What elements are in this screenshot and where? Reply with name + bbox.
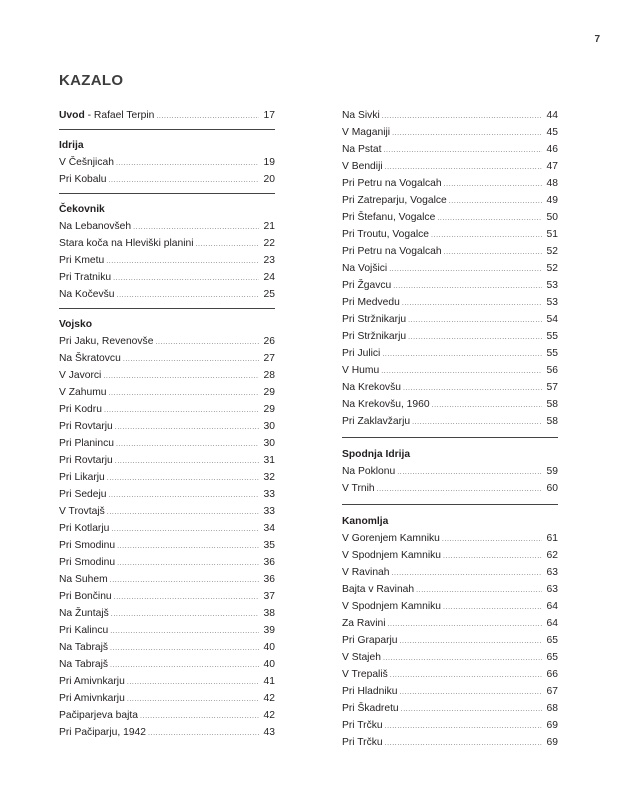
dot-leader xyxy=(107,504,259,521)
toc-entry-page: 46 xyxy=(546,144,558,155)
toc-entry[interactable] xyxy=(59,435,275,452)
dot-leader xyxy=(412,414,542,431)
toc-entry-name: V Trepališ xyxy=(342,669,388,680)
toc-entry-name: Pri Jaku, Revenovše xyxy=(59,336,154,347)
dot-leader xyxy=(155,334,259,351)
toc-entry-name: Na Krekovšu, 1960 xyxy=(342,399,430,410)
toc-entry-page: 53 xyxy=(546,280,558,291)
dot-leader xyxy=(401,701,542,718)
dot-leader xyxy=(114,589,259,606)
toc-entry-name: V Spodnjem Kamniku xyxy=(342,601,442,612)
toc-entry-name: V Zahumu xyxy=(59,387,107,398)
dot-leader xyxy=(116,155,259,172)
dot-leader xyxy=(400,633,542,650)
toc-entry[interactable] xyxy=(59,350,275,367)
toc-entry[interactable] xyxy=(59,673,275,690)
dot-leader xyxy=(416,582,542,599)
toc-entry[interactable] xyxy=(342,226,558,243)
toc-entry-name: Pri Kodru xyxy=(59,404,102,415)
dot-leader xyxy=(133,219,259,236)
dot-leader xyxy=(107,470,259,487)
toc-entry[interactable] xyxy=(342,124,558,141)
dot-leader xyxy=(109,172,259,189)
dot-leader xyxy=(111,606,259,623)
toc-entry-page: 54 xyxy=(546,314,558,325)
toc-entry[interactable] xyxy=(59,588,275,605)
intro-label: Uvod xyxy=(59,110,85,121)
dot-leader xyxy=(110,640,259,657)
toc-entry-name: Pri Trčku xyxy=(342,737,383,748)
right-sections xyxy=(342,107,558,751)
dot-leader xyxy=(442,531,542,548)
section-heading-spodnja-idrija: Spodnja Idrija xyxy=(342,449,411,460)
dot-leader xyxy=(385,159,542,176)
toc-entry-name: Pri Zatreparju, Vogalce xyxy=(342,195,447,206)
page-number: 7 xyxy=(594,34,600,45)
toc-entry-page: 24 xyxy=(263,272,275,283)
dot-leader xyxy=(127,674,259,691)
toc-entry-page: 67 xyxy=(546,686,558,697)
toc-entry-intro[interactable] xyxy=(59,107,275,124)
toc-entry-page: 58 xyxy=(546,399,558,410)
dot-leader xyxy=(392,565,542,582)
toc-entry[interactable] xyxy=(342,700,558,717)
toc-entry-name: Pri Škadretu xyxy=(342,703,399,714)
dot-leader xyxy=(115,419,259,436)
toc-entry-name xyxy=(59,107,154,124)
toc-entry-page: 31 xyxy=(263,455,275,466)
toc-entry-name: V Humu xyxy=(342,365,380,376)
toc-entry-name: Pri Trčku xyxy=(342,720,383,731)
dot-leader xyxy=(106,253,259,270)
toc-entry[interactable] xyxy=(342,717,558,734)
toc-entry[interactable] xyxy=(59,171,275,188)
dot-leader xyxy=(148,725,259,742)
toc-entry[interactable] xyxy=(342,649,558,666)
toc-entry-name: Pri Bončinu xyxy=(59,591,112,602)
toc-entry-page: 59 xyxy=(546,466,558,477)
toc-entry[interactable] xyxy=(342,683,558,700)
toc-entry[interactable] xyxy=(59,154,275,171)
dot-leader xyxy=(123,351,259,368)
toc-entry-name: Na Tabrajš xyxy=(59,659,109,670)
toc-entry-page: 65 xyxy=(546,652,558,663)
dot-leader xyxy=(104,402,259,419)
toc-entry[interactable] xyxy=(342,463,558,480)
toc-entry[interactable] xyxy=(59,554,275,571)
toc-entry-name: V Gorenjem Kamniku xyxy=(342,533,440,544)
section-divider xyxy=(342,437,558,438)
dot-leader xyxy=(110,657,259,674)
toc-entry-page: 32 xyxy=(263,472,275,483)
toc-entry-name: Na Poklonu xyxy=(342,466,396,477)
toc-entry[interactable] xyxy=(342,530,558,547)
toc-entry[interactable] xyxy=(342,547,558,564)
toc-entry[interactable] xyxy=(342,615,558,632)
toc-entry-page: 47 xyxy=(546,161,558,172)
toc-entry-name: Pri Likarju xyxy=(59,472,105,483)
toc-entry-page: 42 xyxy=(263,710,275,721)
toc-entry[interactable] xyxy=(342,277,558,294)
section-heading-cekovnik: Čekovnik xyxy=(59,204,105,215)
toc-entry[interactable] xyxy=(59,333,275,350)
dot-leader xyxy=(110,572,259,589)
dot-leader xyxy=(117,538,259,555)
dot-leader xyxy=(389,261,542,278)
toc-entry-page: 26 xyxy=(263,336,275,347)
toc-entry[interactable] xyxy=(342,175,558,192)
dot-leader xyxy=(408,312,542,329)
toc-entry[interactable] xyxy=(59,639,275,656)
toc-entry-page: 55 xyxy=(546,331,558,342)
toc-entry-name: Stara koča na Hleviški planini xyxy=(59,238,194,249)
dot-leader xyxy=(115,453,259,470)
dot-leader xyxy=(437,210,542,227)
toc-entry[interactable] xyxy=(342,632,558,649)
toc-entry[interactable] xyxy=(59,252,275,269)
dot-leader xyxy=(103,368,259,385)
toc-entry-page: 30 xyxy=(263,438,275,449)
toc-entry-page: 17 xyxy=(263,110,275,121)
toc-entry-name: Na Tabrajš xyxy=(59,642,109,653)
toc-entry-name: V Stajeh xyxy=(342,652,381,663)
toc-entry[interactable] xyxy=(342,107,558,124)
toc-entry[interactable] xyxy=(342,209,558,226)
dot-leader xyxy=(116,436,259,453)
toc-entry-name: Pri Pačiparju, 1942 xyxy=(59,727,147,738)
dot-leader xyxy=(444,176,542,193)
section-divider xyxy=(59,308,275,309)
toc-entry[interactable] xyxy=(342,243,558,260)
toc-entry-name: Pri Žgavcu xyxy=(342,280,392,291)
toc-right-column xyxy=(342,107,558,751)
section-heading-idrija: Idrija xyxy=(59,140,84,151)
toc-entry-name: Pri Graparju xyxy=(342,635,398,646)
toc-entry[interactable] xyxy=(342,581,558,598)
toc-entry-name: Pri Kmetu xyxy=(59,255,105,266)
toc-entry-page: 55 xyxy=(546,348,558,359)
toc-entry[interactable] xyxy=(59,286,275,303)
toc-entry-page: 22 xyxy=(263,238,275,249)
toc-entry-name: Pri Štefanu, Vogalce xyxy=(342,212,436,223)
dot-leader xyxy=(388,616,543,633)
toc-entry-page: 51 xyxy=(546,229,558,240)
toc-entry-page: 63 xyxy=(546,584,558,595)
toc-entry-page: 63 xyxy=(546,567,558,578)
toc-entry-name: Pri Stržnikarju xyxy=(342,314,407,325)
toc-entry-name: Na Krekovšu xyxy=(342,382,401,393)
toc-entry-page: 69 xyxy=(546,720,558,731)
toc-entry[interactable] xyxy=(342,311,558,328)
dot-leader xyxy=(449,193,542,210)
toc-entry-name: Pri Smodinu xyxy=(59,540,116,551)
dot-leader xyxy=(432,397,542,414)
toc-entry-page: 65 xyxy=(546,635,558,646)
toc-entry-page: 33 xyxy=(263,506,275,517)
toc-entry-name: Na Vojšici xyxy=(342,263,388,274)
toc-entry-page: 29 xyxy=(263,404,275,415)
toc-entry-name: Pačiparjeva bajta xyxy=(59,710,138,721)
toc-entry[interactable] xyxy=(59,724,275,741)
toc-entry-name: Pri Troutu, Vogalce xyxy=(342,229,430,240)
toc-entry-page: 29 xyxy=(263,387,275,398)
toc-entry-name: Pri Sedeju xyxy=(59,489,107,500)
toc-entry-name: Pri Kotlarju xyxy=(59,523,110,534)
toc-entry-page: 61 xyxy=(546,533,558,544)
dot-leader xyxy=(390,667,542,684)
toc-entry-page: 52 xyxy=(546,246,558,257)
toc-entry-name: V Trnih xyxy=(342,483,375,494)
toc-entry-page: 27 xyxy=(263,353,275,364)
toc-entry-page: 33 xyxy=(263,489,275,500)
toc-entry-name: Pri Petru na Vogalcah xyxy=(342,246,442,257)
toc-entry[interactable] xyxy=(59,622,275,639)
toc-entry-page: 34 xyxy=(263,523,275,534)
toc-entry[interactable] xyxy=(342,158,558,175)
toc-entry-page: 69 xyxy=(546,737,558,748)
toc-entry-page: 68 xyxy=(546,703,558,714)
toc-entry-page: 66 xyxy=(546,669,558,680)
dot-leader xyxy=(382,346,542,363)
toc-entry-page: 36 xyxy=(263,574,275,585)
dot-leader xyxy=(140,708,259,725)
toc-entry-name: V Trovtajš xyxy=(59,506,105,517)
toc-entry-name: Pri Petru na Vogalcah xyxy=(342,178,442,189)
dot-leader xyxy=(400,684,542,701)
toc-entry-name: V Ravinah xyxy=(342,567,390,578)
toc-entry-name: V Češnjicah xyxy=(59,157,114,168)
toc-entry[interactable] xyxy=(59,707,275,724)
toc-entry-page: 48 xyxy=(546,178,558,189)
toc-entry[interactable] xyxy=(342,598,558,615)
toc-entry-page: 52 xyxy=(546,263,558,274)
toc-entry-name: Pri Medvedu xyxy=(342,297,400,308)
toc-entry-name: Pri Amivnkarju xyxy=(59,693,125,704)
toc-entry-page: 49 xyxy=(546,195,558,206)
toc-entry-page: 56 xyxy=(546,365,558,376)
toc-entry-page: 35 xyxy=(263,540,275,551)
toc-entry[interactable] xyxy=(342,564,558,581)
dot-leader xyxy=(109,385,259,402)
section-divider xyxy=(342,504,558,505)
toc-entry-page: 37 xyxy=(263,591,275,602)
toc-entry-page: 28 xyxy=(263,370,275,381)
toc-entry[interactable] xyxy=(59,690,275,707)
section-heading-vojsko: Vojsko xyxy=(59,319,92,330)
toc-entry-name: Pri Planincu xyxy=(59,438,114,449)
toc-entry[interactable] xyxy=(59,605,275,622)
toc-entry-page: 41 xyxy=(263,676,275,687)
page-title: KAZALO xyxy=(59,72,124,89)
dot-leader xyxy=(196,236,260,253)
toc-entry-page: 36 xyxy=(263,557,275,568)
toc-entry-page: 58 xyxy=(546,416,558,427)
dot-leader xyxy=(381,363,542,380)
toc-entry-page: 44 xyxy=(546,110,558,121)
toc-entry-page: 62 xyxy=(546,550,558,561)
toc-entry-page: 53 xyxy=(546,297,558,308)
toc-entry[interactable] xyxy=(59,401,275,418)
dot-leader xyxy=(111,521,259,538)
toc-entry[interactable] xyxy=(59,418,275,435)
toc-entry[interactable] xyxy=(59,269,275,286)
toc-entry-name: Bajta v Ravinah xyxy=(342,584,415,595)
toc-entry-name: Na Kočevšu xyxy=(59,289,115,300)
toc-entry[interactable] xyxy=(59,571,275,588)
toc-entry-name: Pri Kalincu xyxy=(59,625,109,636)
dot-leader xyxy=(382,108,542,125)
dot-leader xyxy=(402,295,542,312)
section-divider xyxy=(59,129,275,130)
toc-entry-page: 60 xyxy=(546,483,558,494)
toc-entry[interactable] xyxy=(342,413,558,430)
toc-entry-name: Na Škratovcu xyxy=(59,353,121,364)
toc-entry-page: 23 xyxy=(263,255,275,266)
toc-entry-name: Na Lebanovšeh xyxy=(59,221,132,232)
toc-entry-name: Na Suhem xyxy=(59,574,108,585)
toc-entry[interactable] xyxy=(59,537,275,554)
toc-entry[interactable] xyxy=(342,379,558,396)
toc-entry-name: Na Pstat xyxy=(342,144,382,155)
dot-leader xyxy=(117,555,259,572)
toc-entry-page: 19 xyxy=(263,157,275,168)
dot-leader xyxy=(443,548,542,565)
toc-entry-page: 64 xyxy=(546,601,558,612)
toc-entry[interactable] xyxy=(59,235,275,252)
toc-entry-name: Pri Rovtarju xyxy=(59,455,113,466)
dot-leader xyxy=(156,108,259,125)
toc-entry-name: V Bendiji xyxy=(342,161,383,172)
toc-entry-name: Pri Amivnkarju xyxy=(59,676,125,687)
dot-leader xyxy=(397,464,542,481)
dot-leader xyxy=(403,380,542,397)
toc-entry-page: 50 xyxy=(546,212,558,223)
toc-entry-name: Pri Rovtarju xyxy=(59,421,113,432)
dot-leader xyxy=(113,270,259,287)
toc-entry[interactable] xyxy=(342,734,558,751)
toc-entry-page: 40 xyxy=(263,642,275,653)
toc-entry-name: Pri Kobalu xyxy=(59,174,107,185)
toc-entry[interactable] xyxy=(59,656,275,673)
toc-entry-page: 40 xyxy=(263,659,275,670)
toc-entry-page: 45 xyxy=(546,127,558,138)
toc-entry-name: Pri Zaklavžarju xyxy=(342,416,411,427)
dot-leader xyxy=(383,650,542,667)
toc-entry[interactable] xyxy=(59,384,275,401)
toc-entry[interactable] xyxy=(59,486,275,503)
toc-entry-page: 39 xyxy=(263,625,275,636)
left-sections xyxy=(59,129,275,741)
toc-entry-name: Za Ravini xyxy=(342,618,386,629)
toc-entry-page: 30 xyxy=(263,421,275,432)
toc-entry[interactable] xyxy=(342,666,558,683)
dot-leader xyxy=(408,329,542,346)
toc-entry-page: 43 xyxy=(263,727,275,738)
toc-entry[interactable] xyxy=(342,328,558,345)
toc-entry-page: 57 xyxy=(546,382,558,393)
toc-entry[interactable] xyxy=(59,520,275,537)
toc-entry-page: 38 xyxy=(263,608,275,619)
section-heading-kanomlja: Kanomlja xyxy=(342,516,389,527)
toc-entry-name: Pri Stržnikarju xyxy=(342,331,407,342)
toc-entry-name: Na Žuntajš xyxy=(59,608,109,619)
toc-entry[interactable] xyxy=(59,503,275,520)
toc-entry[interactable] xyxy=(342,480,558,497)
toc-entry[interactable] xyxy=(342,396,558,413)
toc-entry-page: 21 xyxy=(263,221,275,232)
dot-leader xyxy=(443,599,542,616)
toc-entry-page: 20 xyxy=(263,174,275,185)
toc-entry-name: Pri Smodinu xyxy=(59,557,116,568)
toc-entry-name: Na Sivki xyxy=(342,110,380,121)
dot-leader xyxy=(392,125,542,142)
dot-leader xyxy=(109,487,259,504)
toc-entry[interactable] xyxy=(59,452,275,469)
dot-leader xyxy=(110,623,259,640)
toc-entry[interactable] xyxy=(342,362,558,379)
toc-entry-name: Pri Hladniku xyxy=(342,686,398,697)
dot-leader xyxy=(127,691,259,708)
intro-author: - Rafael Terpin xyxy=(84,110,155,121)
section-divider xyxy=(59,193,275,194)
toc-left-column xyxy=(59,107,275,741)
toc-entry[interactable] xyxy=(342,345,558,362)
toc-entry-name: V Javorci xyxy=(59,370,102,381)
toc-entry-name: Pri Julici xyxy=(342,348,381,359)
toc-entry-page: 42 xyxy=(263,693,275,704)
toc-entry-name: V Spodnjem Kamniku xyxy=(342,550,442,561)
toc-entry[interactable] xyxy=(59,218,275,235)
dot-leader xyxy=(117,287,259,304)
toc-entry-page: 64 xyxy=(546,618,558,629)
toc-entry[interactable] xyxy=(59,469,275,486)
toc-entry-page: 25 xyxy=(263,289,275,300)
dot-leader xyxy=(385,718,542,735)
toc-entry[interactable] xyxy=(342,260,558,277)
toc-entry-name: Pri Tratniku xyxy=(59,272,112,283)
dot-leader xyxy=(393,278,542,295)
toc-entry[interactable] xyxy=(59,367,275,384)
toc-entry[interactable] xyxy=(342,141,558,158)
dot-leader xyxy=(384,142,543,159)
toc-entry[interactable] xyxy=(342,192,558,209)
dot-leader xyxy=(377,481,542,498)
toc-entry-name: V Maganiji xyxy=(342,127,391,138)
dot-leader xyxy=(431,227,542,244)
dot-leader xyxy=(385,735,542,752)
dot-leader xyxy=(444,244,542,261)
toc-entry[interactable] xyxy=(342,294,558,311)
